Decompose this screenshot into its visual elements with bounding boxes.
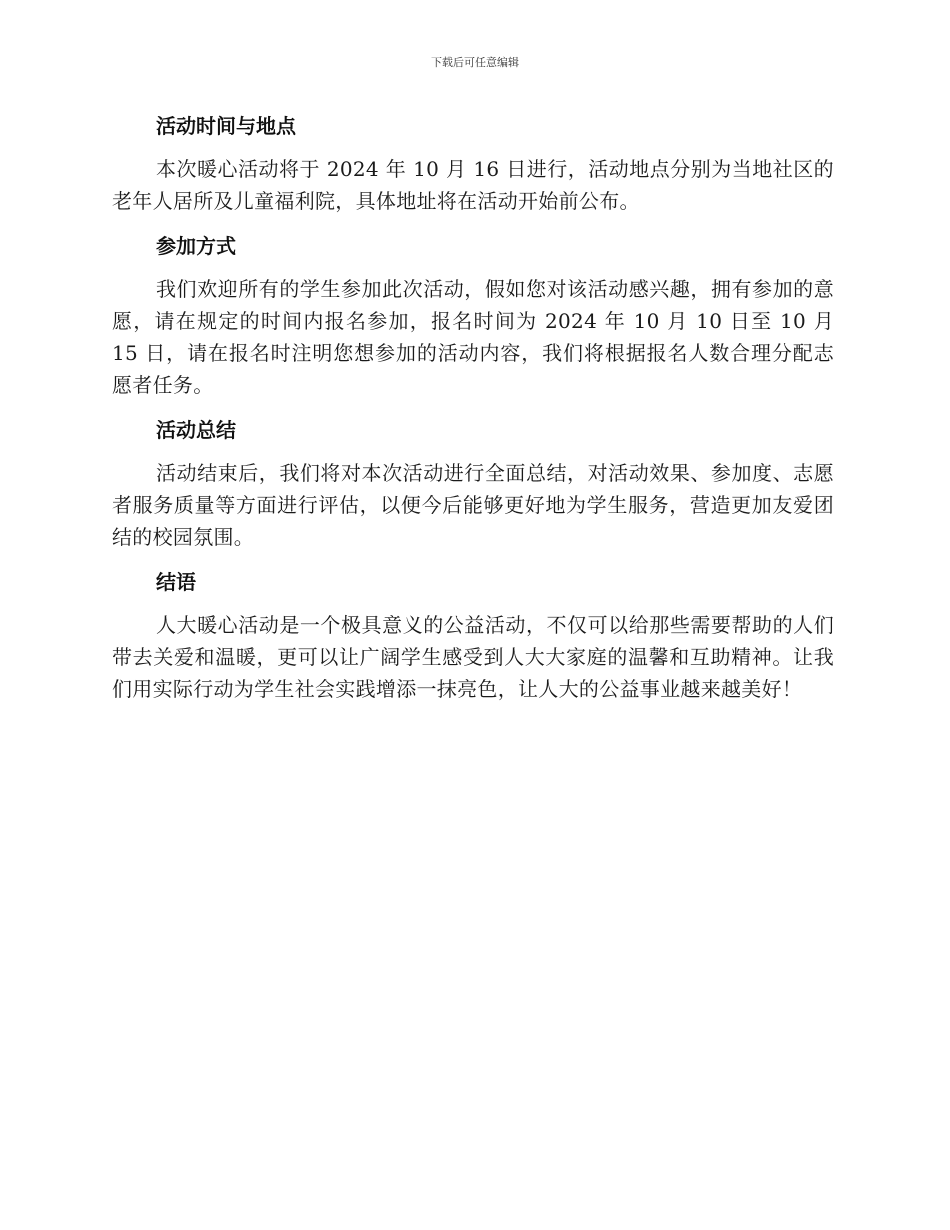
page-header: 下载后可任意编辑 [431, 56, 519, 69]
section-participation [112, 231, 834, 401]
section-summary [112, 415, 834, 553]
section-time-location [112, 111, 834, 217]
section-heading: 参加方式 [156, 234, 236, 258]
section-heading: 活动总结 [156, 418, 236, 442]
section-paragraph: 我们欢迎所有的学生参加此次活动，假如您对该活动感兴趣，拥有参加的意愿，请在规定的时间内报名参加，报名时间为 2024 年 10 月 10 日至 10 月 15 日，请在报名时注明您想参加的活动内容，我们将根据报名人数合理分配志愿者任务。 [112, 277, 834, 397]
section-conclusion [112, 567, 834, 705]
section-paragraph: 活动结束后，我们将对本次活动进行全面总结，对活动效果、参加度、志愿者服务质量等方面进行评估，以便今后能够更好地为学生服务，营造更加友爱团结的校园氛围。 [112, 461, 834, 549]
section-paragraph: 本次暖心活动将于 2024 年 10 月 16 日进行，活动地点分别为当地社区的老年人居所及儿童福利院，具体地址将在活动开始前公布。 [112, 157, 834, 213]
section-heading: 活动时间与地点 [156, 114, 296, 138]
section-heading: 结语 [156, 570, 196, 594]
document-body [112, 111, 834, 719]
section-paragraph: 人大暖心活动是一个极具意义的公益活动，不仅可以给那些需要帮助的人们带去关爱和温暖，更可以让广阔学生感受到人大大家庭的温馨和互助精神。让我们用实际行动为学生社会实践增添一抹亮色，让人大的公益事业越来越美好！ [112, 613, 834, 701]
